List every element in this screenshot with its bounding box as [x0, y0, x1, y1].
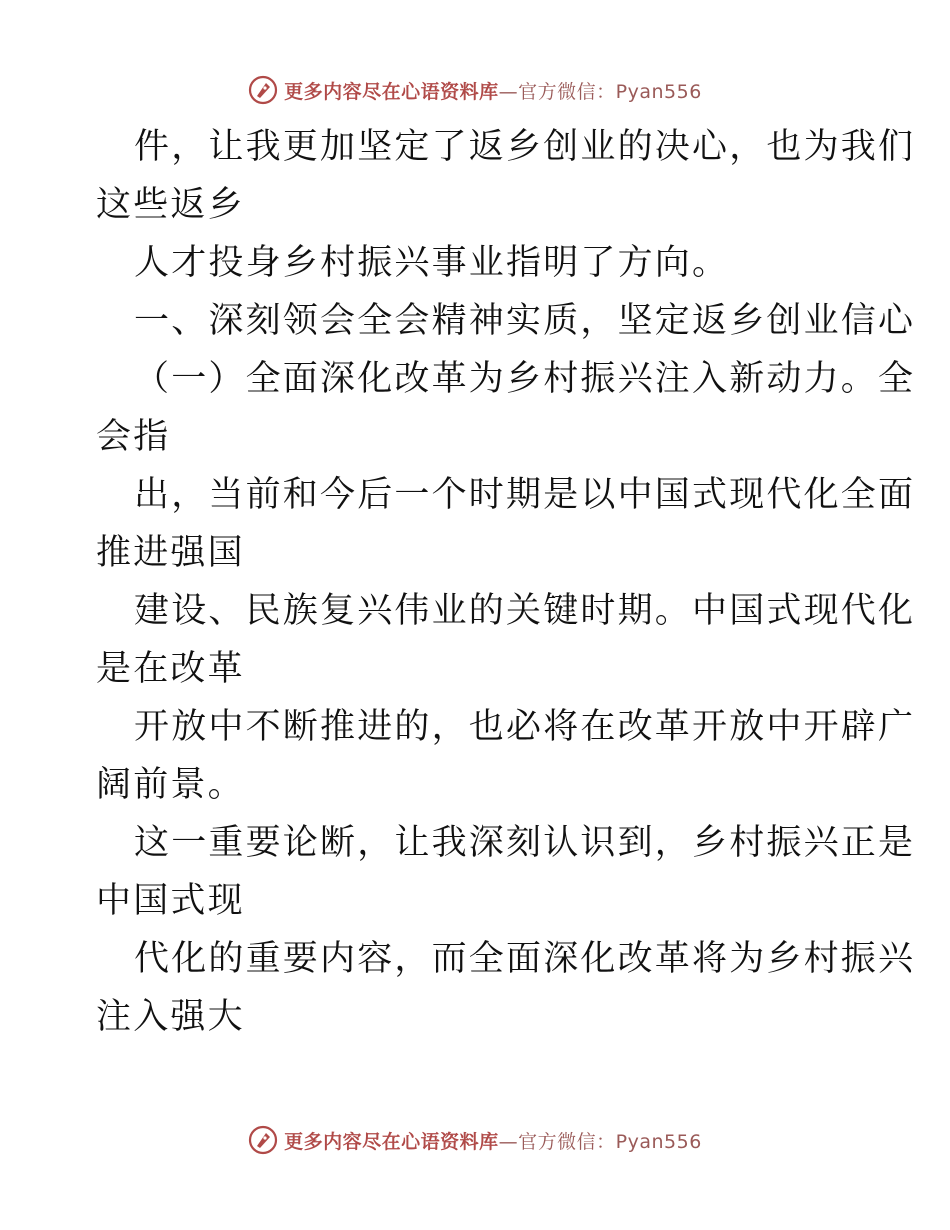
- body-line: 注入强大: [96, 997, 245, 1037]
- body-line: 建设、民族复兴伟业的关键时期。中国式现代化: [134, 591, 916, 631]
- pen-nib-logo-icon: [248, 75, 278, 105]
- body-line: 人才投身乡村振兴事业指明了方向。: [134, 243, 730, 283]
- body-line: 这些返乡: [96, 185, 245, 225]
- watermark-text: 更多内容尽在心语资料库—官方微信：Pyan556: [284, 80, 702, 103]
- body-line: 会指: [96, 417, 171, 457]
- body-line: 件，让我更加坚定了返乡创业的决心，也为我们: [134, 127, 916, 167]
- subsection-heading: （一）全面深化改革为乡村振兴注入新动力。全: [134, 359, 916, 399]
- body-line: 推进强国: [96, 533, 245, 573]
- body-line: 开放中不断推进的，也必将在改革开放中开辟广: [134, 707, 916, 747]
- document-body: [96, 118, 916, 1046]
- body-line: 中国式现: [96, 881, 245, 921]
- section-heading: 一、深刻领会全会精神实质，坚定返乡创业信心: [134, 301, 916, 341]
- body-line: 这一重要论断，让我深刻认识到，乡村振兴正是: [134, 823, 916, 863]
- body-line: 阔前景。: [96, 765, 245, 805]
- watermark-text: 更多内容尽在心语资料库—官方微信：Pyan556: [284, 1130, 702, 1153]
- pen-nib-logo-icon: [248, 1125, 278, 1155]
- footer-watermark: [0, 1120, 950, 1160]
- header-watermark: [0, 70, 950, 110]
- body-line: 代化的重要内容，而全面深化改革将为乡村振兴: [134, 939, 916, 979]
- body-line: 是在改革: [96, 649, 245, 689]
- body-line: 出，当前和今后一个时期是以中国式现代化全面: [134, 475, 916, 515]
